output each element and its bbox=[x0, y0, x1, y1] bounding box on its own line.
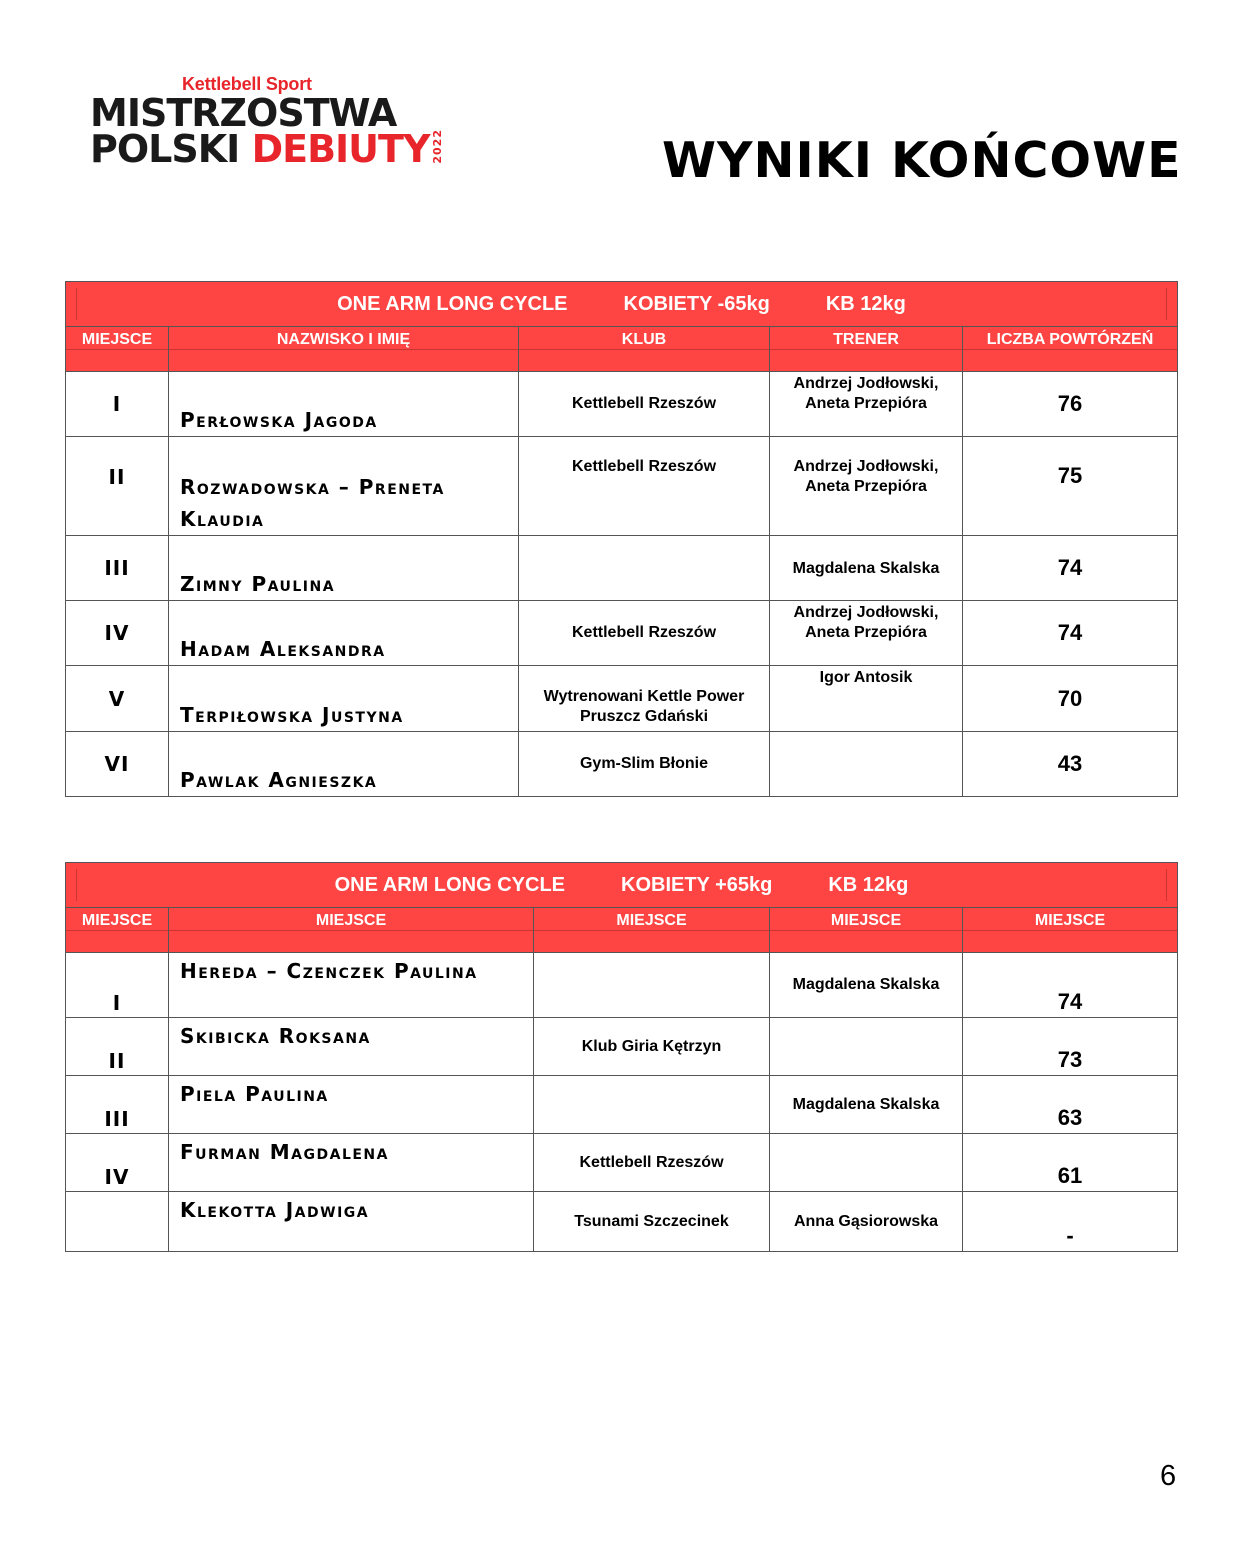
coach-cell: Andrzej Jodłowski, Aneta Przepióra bbox=[770, 372, 963, 437]
club-cell: Wytrenowani Kettle Power Pruszcz Gdański bbox=[519, 666, 770, 732]
club-cell bbox=[519, 536, 770, 601]
col-header-reps: MIEJSCE bbox=[963, 908, 1177, 931]
score-cell: 74 bbox=[963, 953, 1178, 1018]
table-row bbox=[66, 437, 1178, 536]
score-cell: - bbox=[963, 1192, 1178, 1252]
coach-cell bbox=[770, 1134, 963, 1192]
table-row bbox=[66, 536, 1178, 601]
athlete-name: Furman Magdalena bbox=[169, 1134, 534, 1192]
col-header-name: NAZWISKO I IMIĘ bbox=[169, 327, 518, 350]
place-cell: III bbox=[66, 1076, 169, 1134]
table-row bbox=[66, 1192, 1178, 1252]
col-header-club: MIEJSCE bbox=[534, 908, 769, 931]
col-header-club: KLUB bbox=[519, 327, 769, 350]
place-cell bbox=[66, 1192, 169, 1252]
table-header-row bbox=[66, 327, 1178, 372]
place-cell: IV bbox=[66, 1134, 169, 1192]
score-cell: 74 bbox=[963, 601, 1178, 666]
table-header-row bbox=[66, 908, 1178, 953]
place-cell: VI bbox=[66, 732, 169, 797]
table-row bbox=[66, 1134, 1178, 1192]
table-row bbox=[66, 1018, 1178, 1076]
table-row bbox=[66, 372, 1178, 437]
table-row bbox=[66, 732, 1178, 797]
club-cell: Kettlebell Rzeszów bbox=[519, 372, 770, 437]
logo-year: 2022 bbox=[431, 129, 444, 164]
score-cell: 43 bbox=[963, 732, 1178, 797]
page-title: WYNIKI KOŃCOWE bbox=[662, 132, 1182, 189]
category: KOBIETY +65kg bbox=[621, 873, 773, 896]
table-row bbox=[66, 953, 1178, 1018]
results-table-women-minus-65 bbox=[65, 281, 1178, 797]
category: KOBIETY -65kg bbox=[623, 292, 770, 315]
coach-cell bbox=[770, 732, 963, 797]
place-cell: II bbox=[66, 1018, 169, 1076]
athlete-name: Hereda – Czenczek Paulina bbox=[169, 953, 534, 1018]
col-header-coach: MIEJSCE bbox=[770, 908, 962, 931]
coach-cell: Andrzej Jodłowski, Aneta Przepióra bbox=[770, 437, 963, 536]
coach-cell: Magdalena Skalska bbox=[770, 536, 963, 601]
score-cell: 73 bbox=[963, 1018, 1178, 1076]
logo-line-2: POLSKI DEBIUTY 2022 bbox=[90, 131, 430, 167]
score-cell: 75 bbox=[963, 437, 1178, 536]
coach-cell: Magdalena Skalska bbox=[770, 1076, 963, 1134]
logo-subtitle: Kettlebell Sport bbox=[182, 74, 312, 94]
athlete-name: Perłowska Jagoda bbox=[169, 372, 519, 437]
club-cell: Kettlebell Rzeszów bbox=[519, 601, 770, 666]
score-cell: 61 bbox=[963, 1134, 1178, 1192]
athlete-name: Terpiłowska Justyna bbox=[169, 666, 519, 732]
score-cell: 70 bbox=[963, 666, 1178, 732]
coach-cell: Igor Antosik bbox=[770, 666, 963, 732]
athlete-name: Hadam Aleksandra bbox=[169, 601, 519, 666]
event-name: ONE ARM LONG CYCLE bbox=[334, 873, 565, 896]
athlete-name: Piela Paulina bbox=[169, 1076, 534, 1134]
coach-cell: Andrzej Jodłowski, Aneta Przepióra bbox=[770, 601, 963, 666]
club-cell bbox=[534, 1076, 770, 1134]
club-cell bbox=[534, 953, 770, 1018]
coach-cell bbox=[770, 1018, 963, 1076]
logo-line-1: MISTRZOSTWA bbox=[90, 91, 397, 135]
club-cell: Kettlebell Rzeszów bbox=[534, 1134, 770, 1192]
event-logo bbox=[90, 74, 444, 171]
col-header-reps: LICZBA POWTÓRZEŃ bbox=[963, 327, 1177, 350]
place-cell: I bbox=[66, 372, 169, 437]
athlete-name: Rozwadowska – Preneta Klaudia bbox=[169, 437, 519, 536]
table-row bbox=[66, 601, 1178, 666]
score-cell: 63 bbox=[963, 1076, 1178, 1134]
kettlebell-weight: KB 12kg bbox=[825, 292, 906, 315]
place-cell: IV bbox=[66, 601, 169, 666]
club-cell: Tsunami Szczecinek bbox=[534, 1192, 770, 1252]
table-row bbox=[66, 1076, 1178, 1134]
score-cell: 74 bbox=[963, 536, 1178, 601]
athlete-name: Klekotta Jadwiga bbox=[169, 1192, 534, 1252]
col-header-place: MIEJSCE bbox=[66, 908, 168, 931]
athlete-name: Zimny Paulina bbox=[169, 536, 519, 601]
club-cell: Kettlebell Rzeszów bbox=[519, 437, 770, 536]
score-cell: 76 bbox=[963, 372, 1178, 437]
page-number: 6 bbox=[1160, 1460, 1177, 1492]
table-title-row bbox=[66, 863, 1178, 908]
coach-cell: Magdalena Skalska bbox=[770, 953, 963, 1018]
table-title-row bbox=[66, 282, 1178, 327]
place-cell: V bbox=[66, 666, 169, 732]
coach-cell: Anna Gąsiorowska bbox=[770, 1192, 963, 1252]
place-cell: I bbox=[66, 953, 169, 1018]
event-name: ONE ARM LONG CYCLE bbox=[337, 292, 568, 315]
club-cell: Gym-Slim Błonie bbox=[519, 732, 770, 797]
col-header-name: MIEJSCE bbox=[169, 908, 533, 931]
col-header-place: MIEJSCE bbox=[66, 327, 168, 350]
col-header-coach: TRENER bbox=[770, 327, 962, 350]
place-cell: II bbox=[66, 437, 169, 536]
athlete-name: Pawlak Agnieszka bbox=[169, 732, 519, 797]
results-table-women-plus-65 bbox=[65, 862, 1178, 1252]
club-cell: Klub Giria Kętrzyn bbox=[534, 1018, 770, 1076]
kettlebell-weight: KB 12kg bbox=[828, 873, 909, 896]
place-cell: III bbox=[66, 536, 169, 601]
athlete-name: Skibicka Roksana bbox=[169, 1018, 534, 1076]
table-row bbox=[66, 666, 1178, 732]
